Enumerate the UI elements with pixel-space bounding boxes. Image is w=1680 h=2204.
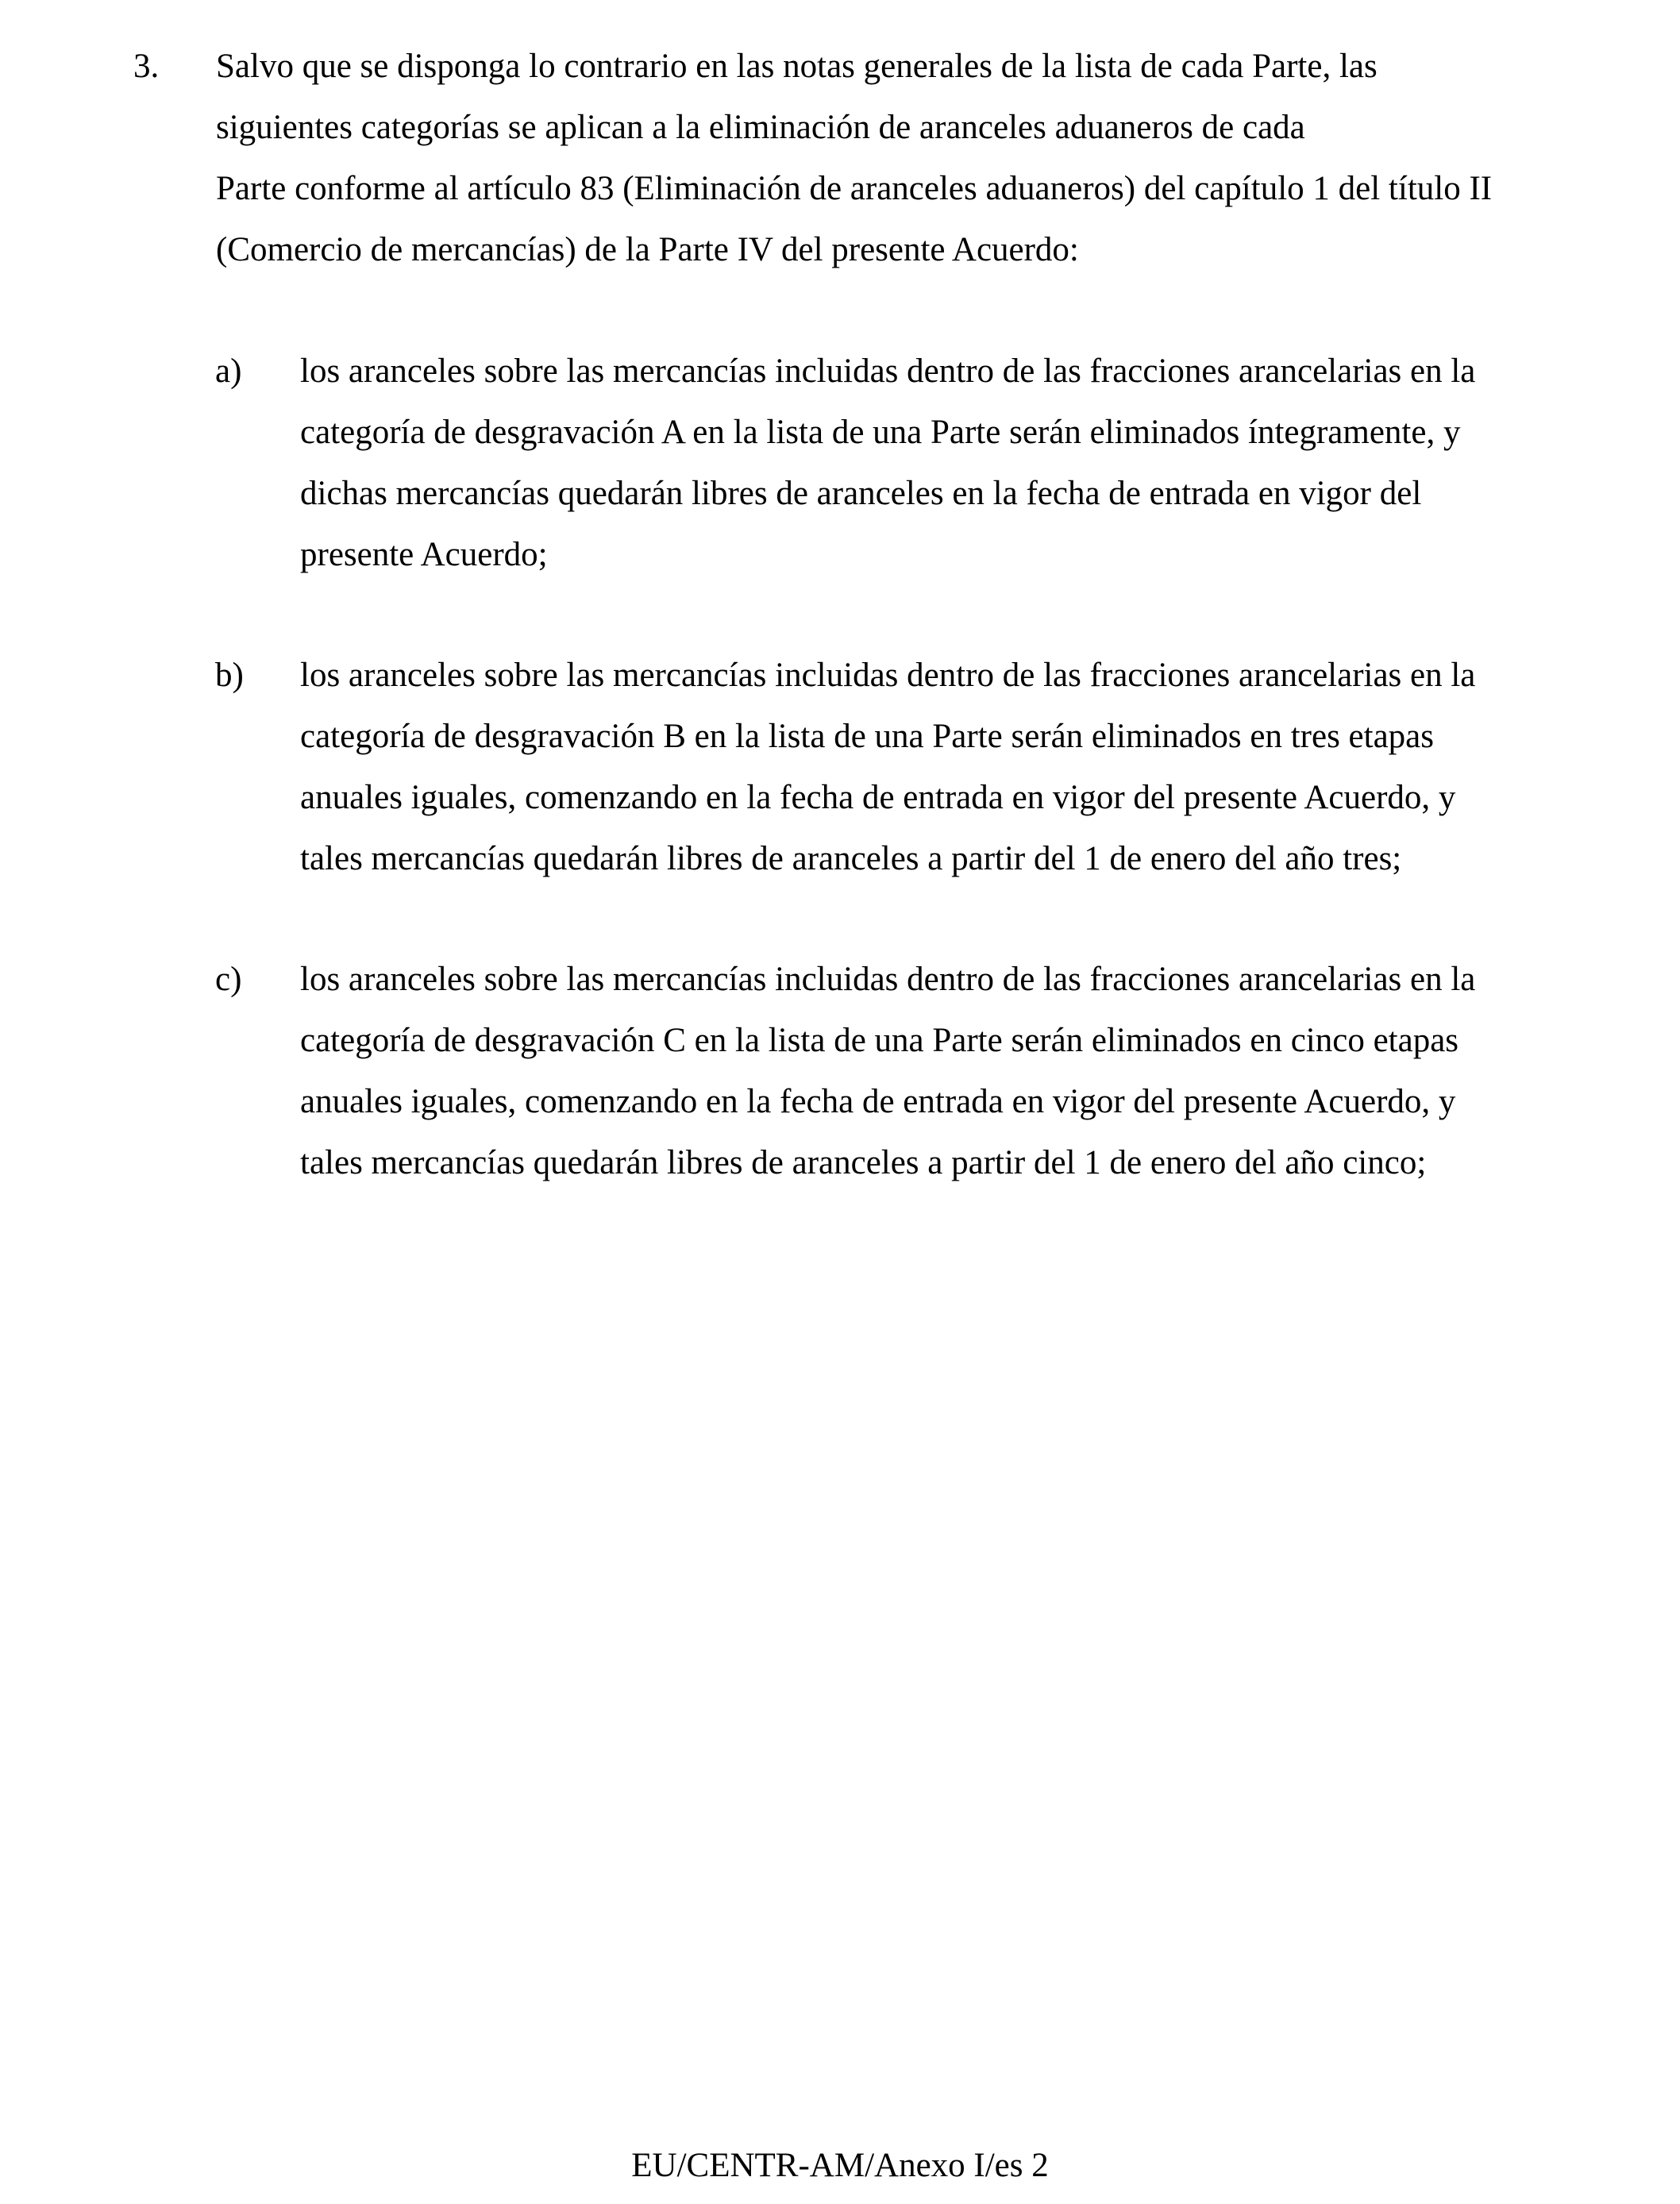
item-line: categoría de desgravación A en la lista de una Parte serán eliminados íntegramente, y [300, 414, 1461, 451]
item-label: c) [215, 961, 242, 998]
item-line: anuales iguales, comenzando en la fecha de entrada en vigor del presente Acuerdo, y [300, 779, 1456, 816]
section-line: Salvo que se disponga lo contrario en las notas generales de la lista de cada Parte, las [216, 48, 1378, 85]
section-line: siguientes categorías se aplican a la eliminación de aranceles aduaneros de cada [216, 109, 1305, 146]
page-footer: EU/CENTR-AM/Anexo I/es 2 [631, 2147, 1049, 2184]
item-label: a) [215, 353, 242, 390]
item-line: categoría de desgravación C en la lista de una Parte serán eliminados en cinco etapas [300, 1022, 1459, 1059]
item-line: presente Acuerdo; [300, 536, 548, 573]
item-line: los aranceles sobre las mercancías incluidas dentro de las fracciones arancelarias en la [300, 961, 1476, 998]
item-line: los aranceles sobre las mercancías incluidas dentro de las fracciones arancelarias en la [300, 353, 1476, 390]
section-line: Parte conforme al artículo 83 (Eliminación de aranceles aduaneros) del capítulo 1 del título II [216, 170, 1493, 207]
item-line: categoría de desgravación B en la lista de una Parte serán eliminados en tres etapas [300, 718, 1434, 755]
item-line: los aranceles sobre las mercancías incluidas dentro de las fracciones arancelarias en la [300, 657, 1476, 694]
item-text [300, 341, 1658, 585]
item-text [300, 949, 1658, 1193]
item-line: tales mercancías quedarán libres de aranceles a partir del 1 de enero del año tres; [300, 840, 1402, 877]
item-text [300, 645, 1658, 889]
item-line: tales mercancías quedarán libres de aranceles a partir del 1 de enero del año cinco; [300, 1144, 1427, 1181]
item-line: dichas mercancías quedarán libres de aranceles en la fecha de entrada en vigor del [300, 475, 1422, 512]
section-text [216, 36, 1637, 280]
section-number: 3. [133, 48, 160, 85]
item-line: anuales iguales, comenzando en la fecha de entrada en vigor del presente Acuerdo, y [300, 1083, 1456, 1120]
item-label: b) [215, 657, 244, 694]
section-line: (Comercio de mercancías) de la Parte IV del presente Acuerdo: [216, 231, 1079, 268]
